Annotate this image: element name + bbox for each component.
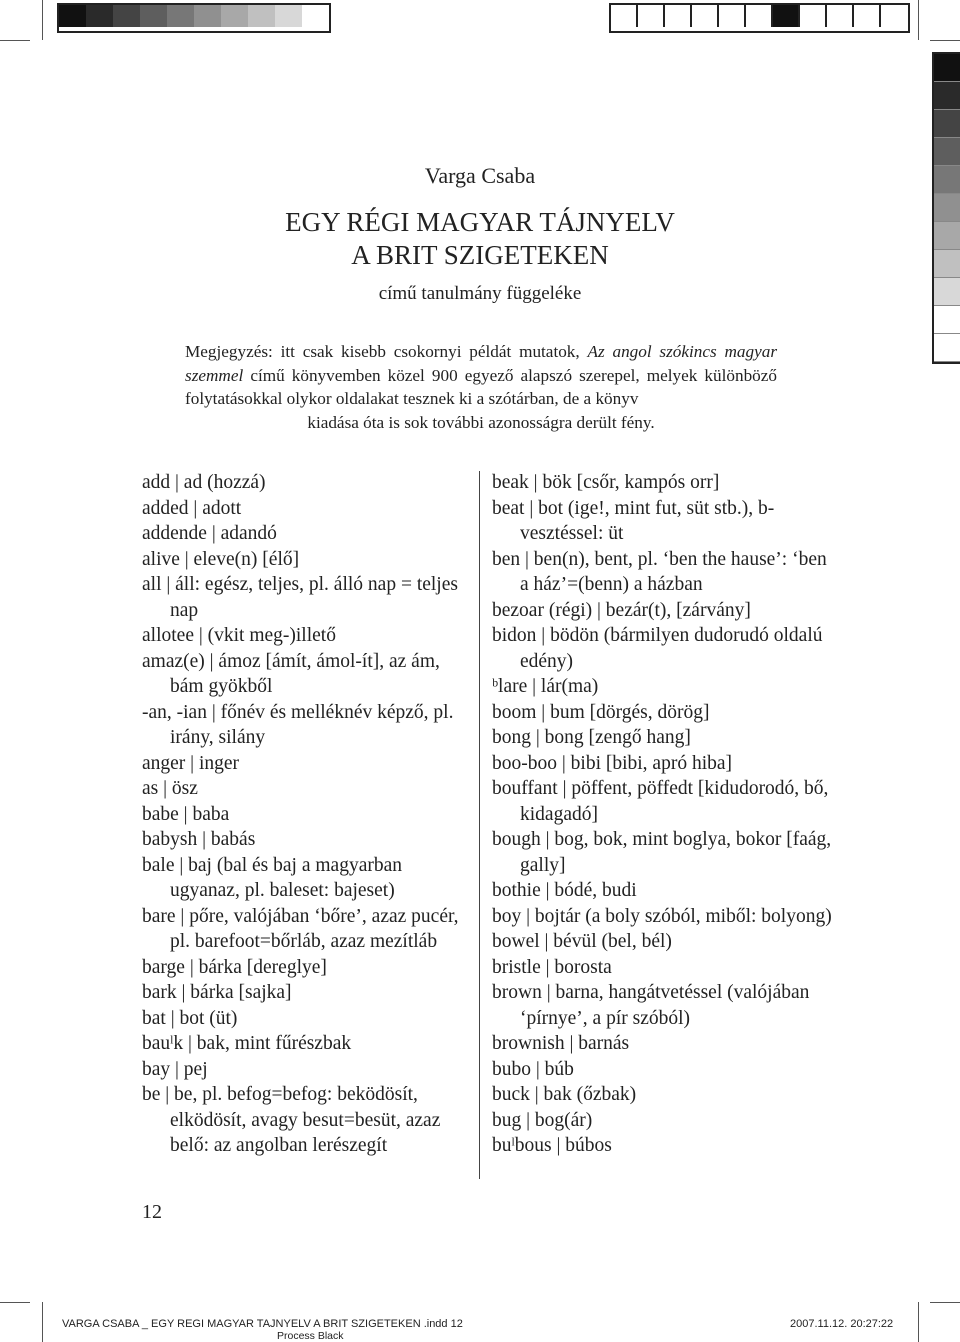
glossary-entry: beat | bot (ige!, mint fut, süt stb.), b-vesztéssel: üt: [492, 497, 775, 544]
color-swatch: [934, 306, 960, 334]
color-swatch: [86, 5, 113, 27]
color-swatch: [746, 5, 773, 27]
glossary-entry: added | adott: [142, 497, 242, 519]
crop-mark: [930, 40, 960, 41]
color-swatch: [800, 5, 827, 27]
color-swatch: [827, 5, 854, 27]
glossary-entry: amaz(e) | ámoz [ámít, ámol-ít], az ám, bám gyökből: [142, 650, 440, 697]
glossary-entry: be | be, pl. befog=befog: beködösít, elködösít, avagy besut=besüt, azaz belő: az angolban lerészegít: [142, 1084, 441, 1156]
crop-mark: [930, 1302, 960, 1303]
glossary-entry: allotee | (vkit meg-)illető: [142, 625, 336, 646]
color-swatch: [934, 54, 960, 82]
glossary-entry: bouffant | pöffent, pöffedt [kidudorodó, bő, kidagadó]: [492, 778, 829, 825]
glossary-entry: babysh | babás: [142, 829, 256, 850]
color-swatch: [854, 5, 881, 27]
glossary-entry: bezoar (régi) | bezár(t), [zárvány]: [492, 599, 751, 621]
author-name: Varga Csaba: [424, 163, 536, 188]
glossary-entry: -an, -ian | főnév és melléknév képző, pl. irány, silány: [142, 701, 454, 748]
crop-mark: [42, 1302, 43, 1342]
color-swatch: [665, 5, 692, 27]
footer-date: 2007.11.12. 20:27:22: [790, 1318, 894, 1330]
glossary-entry: bothie | bódé, budi: [492, 880, 637, 901]
glossary-entry: bauˡk | bak, mint fűrészbak: [142, 1033, 352, 1054]
color-swatch: [113, 5, 140, 27]
glossary-entry: buˡbous | búbos: [492, 1135, 612, 1156]
color-swatch: [934, 334, 960, 362]
glossary-entry: addende | adandó: [142, 523, 277, 544]
glossary-entry: buck | bak (őzbak): [492, 1084, 637, 1105]
color-swatch: [773, 5, 800, 27]
color-bar-top-right: [609, 3, 910, 33]
glossary-entry: bubo | búb: [492, 1058, 574, 1080]
color-swatch: [302, 5, 329, 27]
column-divider: [479, 471, 480, 1179]
color-swatch: [934, 138, 960, 166]
color-swatch: [221, 5, 248, 27]
glossary-entry: boo-boo | bibi [bibi, apró hiba]: [492, 752, 733, 774]
color-swatch: [719, 5, 746, 27]
glossary-entry: all | áll: egész, teljes, pl. álló nap = teljes nap: [142, 574, 458, 621]
title-line-1: EGY RÉGI MAGYAR TÁJNYELV: [285, 207, 675, 237]
note-lead: Megjegyzés: itt csak kisebb csokornyi példát mutatok,: [185, 342, 588, 361]
crop-mark: [0, 1302, 30, 1303]
glossary-entry: beak | bök [csőr, kampós orr]: [492, 472, 720, 493]
glossary-entry: bale | baj (bal és baj a magyarban ugyanaz, pl. baleset: bajeset): [142, 854, 402, 901]
color-swatch: [248, 5, 275, 27]
glossary-entry: bowel | bévül (bel, bél): [492, 931, 672, 952]
footer-file-name: VARGA CSABA _ EGY REGI MAGYAR TAJNYELV A BRIT SZIGETEKEN .indd 12: [62, 1318, 463, 1330]
color-swatch: [638, 5, 665, 27]
title-line-2: A BRIT SZIGETEKEN: [351, 240, 609, 270]
note-tail: című könyvemben közel 900 egyező alapszó szerepel, melyek különböző folytatásokkal olykor oldalakat tesznek ki a szótárban, de a könyv: [185, 365, 777, 408]
crop-mark: [42, 0, 43, 40]
color-swatch: [167, 5, 194, 27]
glossary-column-left: [142, 470, 472, 1159]
page-number: 12: [142, 1201, 162, 1223]
color-swatch: [194, 5, 221, 27]
glossary-entry: boy | bojtár (a boly szóból, miből: bolyong): [492, 905, 832, 927]
glossary-entry: bidon | bödön (bármilyen dudorudó oldalú edény): [492, 625, 823, 672]
crop-mark: [0, 40, 30, 41]
glossary-entry: bug | bog(ár): [492, 1109, 593, 1131]
color-bar-top-left: [57, 3, 331, 33]
color-swatch: [611, 5, 638, 27]
glossary-entry: boom | bum [dörgés, dörög]: [492, 701, 710, 723]
color-swatch: [881, 5, 908, 27]
color-swatch: [140, 5, 167, 27]
crop-mark: [918, 1302, 919, 1342]
glossary-entry: bare | pőre, valójában ‘bőre’, azaz pucér, pl. barefoot=bőrláb, azaz mezítláb: [142, 905, 459, 952]
glossary-entry: bough | bog, bok, mint boglya, bokor [faág, gally]: [492, 829, 832, 876]
color-swatch: [59, 5, 86, 27]
glossary-entry: anger | inger: [142, 752, 240, 774]
note-last-line: kiadása óta is sok további azonosságra derült fény.: [307, 412, 655, 432]
glossary-entry: barge | bárka [dereglye]: [142, 956, 327, 978]
glossary-entry: bong | bong [zengő hang]: [492, 727, 691, 748]
glossary-entry: bristle | borosta: [492, 956, 612, 978]
note-paragraph: [185, 340, 777, 434]
color-swatch: [275, 5, 302, 27]
crop-mark: [918, 0, 919, 40]
glossary-entry: ben | ben(n), bent, pl. ‘ben the hause’: ‘ben a ház’=(benn) a házban: [492, 548, 827, 595]
glossary-entry: bat | bot (üt): [142, 1007, 238, 1029]
note-book-title: Az angol szókincs magyar szemmel: [185, 342, 778, 385]
document-subtitle: című tanulmány függeléke: [378, 283, 582, 304]
color-swatch: [934, 82, 960, 110]
glossary-entry: ᵇlare | lár(ma): [492, 676, 599, 697]
glossary-entry: add | ad (hozzá): [142, 472, 266, 493]
glossary-column-right: [492, 470, 832, 1159]
color-swatch: [934, 110, 960, 138]
footer-process: Process Black: [277, 1330, 344, 1342]
glossary-entry: brown | barna, hangátvetéssel (valójában ‘pírnye’, a pír szóból): [492, 982, 810, 1029]
glossary-entry: babe | baba: [142, 803, 230, 825]
document-title: [0, 206, 960, 272]
glossary-entry: as | ösz: [142, 778, 198, 799]
color-swatch: [692, 5, 719, 27]
glossary-entry: brownish | barnás: [492, 1033, 630, 1054]
glossary-entry: bark | bárka [sajka]: [142, 982, 292, 1003]
glossary-entry: alive | eleve(n) [élő]: [142, 548, 300, 570]
glossary-entry: bay | pej: [142, 1058, 208, 1080]
